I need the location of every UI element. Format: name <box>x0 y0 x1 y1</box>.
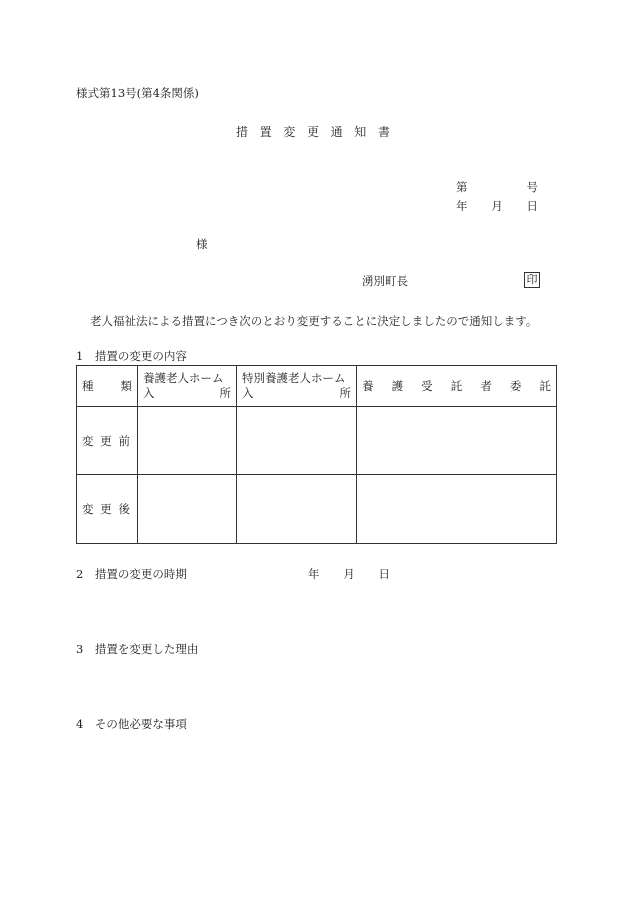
title-char: 措 <box>236 125 249 139</box>
issue-date <box>456 198 538 214</box>
header-line: 特別養護老人ホーム <box>242 371 346 385</box>
header-char: 護 <box>391 379 404 393</box>
change-date <box>308 566 390 582</box>
header-char: 入 <box>242 386 254 400</box>
header-entrust <box>357 366 557 407</box>
header-nursing-home <box>138 366 237 407</box>
table-row <box>77 475 557 544</box>
label-char: 後 <box>118 502 130 516</box>
change-table <box>76 365 557 544</box>
label-char: 変 <box>82 502 94 516</box>
header-char: 類 <box>120 379 132 393</box>
issuer: 湧別町長 <box>362 274 408 288</box>
cell-after-special-home[interactable] <box>237 475 357 544</box>
document-title <box>236 123 390 140</box>
date-day: 日 <box>526 199 538 213</box>
label-char: 更 <box>100 433 112 448</box>
header-char: 者 <box>480 379 492 393</box>
number-suffix: 号 <box>526 180 538 194</box>
cell-after-entrust[interactable] <box>357 475 557 544</box>
section1-heading: 1 措置の変更の内容 <box>76 349 187 363</box>
header-char: 託 <box>539 379 551 393</box>
cell-after-nursing-home[interactable] <box>138 475 237 544</box>
header-char: 受 <box>421 379 433 393</box>
table-row <box>77 407 557 475</box>
recipient-suffix: 様 <box>196 237 208 251</box>
header-char: 入 <box>143 386 155 400</box>
section3-heading: 3 措置を変更した理由 <box>76 642 199 656</box>
header-char: 託 <box>450 379 463 393</box>
header-kind <box>77 366 138 407</box>
cell-before-nursing-home[interactable] <box>138 407 237 475</box>
title-char: 変 <box>283 125 296 139</box>
change-year: 年 <box>308 567 320 581</box>
form-number: 様式第13号(第4条関係) <box>76 86 199 100</box>
title-char: 知 <box>354 125 367 139</box>
header-char: 所 <box>339 386 351 400</box>
change-month: 月 <box>343 567 355 581</box>
title-char: 通 <box>330 125 343 139</box>
label-char: 前 <box>118 433 130 448</box>
body-text: 老人福祉法による措置につき次のとおり変更することに決定しましたので通知します。 <box>90 314 538 328</box>
cell-before-special-home[interactable] <box>237 407 357 475</box>
date-year: 年 <box>456 199 468 213</box>
header-char: 種 <box>82 379 94 393</box>
header-special-home <box>237 366 357 407</box>
table-header-row <box>77 366 557 407</box>
header-line: 養護老人ホーム <box>143 371 224 385</box>
header-char: 所 <box>219 386 231 400</box>
header-char: 養 <box>362 379 374 393</box>
title-char: 書 <box>377 125 390 139</box>
date-month: 月 <box>491 199 503 213</box>
header-char: 委 <box>509 379 522 393</box>
row-label-before <box>77 407 138 475</box>
section4-heading: 4 その他必要な事項 <box>76 717 187 731</box>
document-number <box>456 179 538 195</box>
label-char: 更 <box>100 502 112 516</box>
section2-heading: 2 措置の変更の時期 <box>76 567 187 581</box>
title-char: 更 <box>306 125 319 139</box>
number-prefix: 第 <box>456 180 468 194</box>
row-label-after <box>77 475 138 544</box>
change-day: 日 <box>378 567 390 581</box>
cell-before-entrust[interactable] <box>357 407 557 475</box>
label-char: 変 <box>82 433 94 448</box>
title-char: 置 <box>259 125 272 139</box>
seal-mark: 印 <box>524 272 540 288</box>
